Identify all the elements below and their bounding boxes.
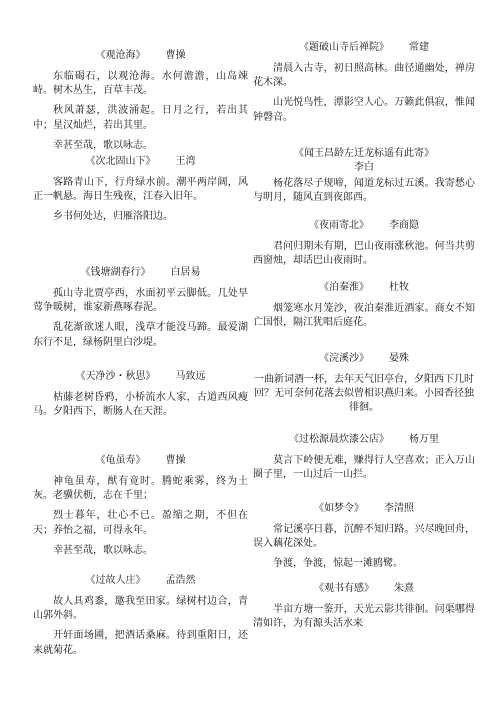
poem-ru-meng-ling xyxy=(253,502,475,578)
poem-body xyxy=(33,70,248,153)
poem-paragraph: 清晨入古寺，初日照高林。曲径通幽处，禅房花木深。 xyxy=(253,63,475,89)
poem-title: 《龟虽寿》 xyxy=(95,455,146,466)
poem-paragraph: 君问归期未有期，巴山夜雨涨秋池。何当共剪西窗烛，却话巴山夜雨时。 xyxy=(253,241,475,267)
poem-paragraph: 争渡，争渡，惊起一滩鸥鹭。 xyxy=(273,558,403,570)
poem-author: 马致远 xyxy=(175,371,206,382)
poem-wen-wang-chang-ling xyxy=(253,147,475,211)
poem-paragraph: 幸甚至哉，歌以咏志。 xyxy=(53,139,153,151)
poem-paragraph: 客路青山下，行舟绿水前。潮平两岸阔，风正一帆悬。海日生残夜，江春入旧年。 xyxy=(33,177,248,203)
poem-title-line xyxy=(33,155,248,169)
poem-paragraph: 东临碣石，以观沧海。水何澹澹，山岛竦峙。树木丛生，百草丰茂。 xyxy=(33,71,248,97)
poem-guan-shu-you-gan xyxy=(253,582,475,637)
poem-author: 李商隐 xyxy=(389,220,419,231)
poem-title-line xyxy=(253,41,475,55)
poem-body xyxy=(33,475,248,558)
poem-paragraph: 一曲新词酒一杯，去年天气旧亭台，夕阳西下几时回？无可奈何花落去似曾相识燕归来。小园香径独徘徊。 xyxy=(254,374,474,414)
poem-body xyxy=(253,454,475,482)
poem-body xyxy=(253,302,475,330)
poem-paragraph: 烈士暮年，壮心不已。盈缩之期，不但在天；养怡之福，可得永年。 xyxy=(33,510,248,536)
poem-guo-gu-ren-zhuang xyxy=(33,574,248,664)
poem-title: 《浣溪沙》 xyxy=(319,353,369,364)
poem-body xyxy=(253,603,475,631)
poem-title: 《观沧海》 xyxy=(95,50,146,61)
poem-body xyxy=(33,287,248,350)
poem-paragraph: 枯藤老树昏鸦，小桥流水人家，古道西风瘦马。夕阳西下，断肠人在天涯。 xyxy=(33,392,248,418)
poem-title: 《题破山寺后禅院》 xyxy=(299,42,389,53)
poem-author-line xyxy=(253,161,475,175)
poem-author: 常建 xyxy=(409,42,429,53)
poem-author: 李白 xyxy=(354,162,374,173)
poem-body xyxy=(253,62,475,125)
poem-body xyxy=(253,523,475,572)
poem-ti-po-shan-si xyxy=(253,41,475,131)
poem-paragraph: 开轩面场圃，把酒话桑麻。待到重阳日，还来就菊花。 xyxy=(33,630,248,656)
poem-title-line xyxy=(253,352,475,366)
poem-body xyxy=(33,595,248,658)
poem-body xyxy=(253,177,475,205)
poem-huan-xi-sha xyxy=(253,352,475,422)
poem-paragraph: 杨花落尽子规啼，闻道龙标过五溪。我寄愁心与明月，随风直到夜郎西。 xyxy=(253,178,475,204)
poem-title-line xyxy=(33,370,248,384)
poem-paragraph: 秋风萧瑟，洪波涌起。日月之行，若出其中；星汉灿烂，若出其里。 xyxy=(33,105,248,131)
poem-paragraph: 乱花渐欲迷人眼，浅草才能没马蹄。最爱湖东行不足，绿杨阴里白沙堤。 xyxy=(33,322,248,348)
poem-paragraph: 烟笼寒水月笼沙，夜泊秦淮近酒家。商女不知亡国恨，隔江犹唱后庭花。 xyxy=(253,303,475,329)
poem-tian-jing-sha-qiu-si xyxy=(33,370,248,425)
poem-paragraph: 幸甚至哉，歌以咏志。 xyxy=(53,544,153,556)
poem-title-line xyxy=(33,266,248,280)
poem-title: 《夜雨寄北》 xyxy=(309,220,369,231)
poem-gui-sui-shou xyxy=(33,454,248,564)
poem-guan-cang-hai xyxy=(33,49,248,159)
poem-author: 杜牧 xyxy=(389,282,409,293)
poem-title-line xyxy=(33,454,248,468)
poem-paragraph: 常记溪亭日暮，沉醉不知归路。兴尽晚回舟，误入藕花深处。 xyxy=(253,524,475,550)
poem-author: 晏殊 xyxy=(389,353,409,364)
poem-body xyxy=(33,176,248,225)
poem-author: 曹操 xyxy=(165,50,186,61)
poem-qian-tang-hu-chun-xing xyxy=(33,266,248,356)
poem-author: 孟浩然 xyxy=(165,575,196,586)
poem-title-line xyxy=(253,281,475,295)
poem-title: 《过松源晨炊漆公店》 xyxy=(289,434,389,445)
poem-paragraph: 神龟虽寿，猷有竟时。腾蛇乘雾，终为土灰。老骥伏枥，志在千里； xyxy=(33,476,248,502)
poem-ye-yu-ji-bei xyxy=(253,219,475,274)
poem-paragraph: 半亩方塘一鉴开，天光云影共徘徊。问渠哪得清如许，为有源头活水来 xyxy=(253,604,475,630)
poem-ci-bei-gu-shan-xia xyxy=(33,155,248,231)
poem-paragraph: 孤山寺北贾亭西，水面初平云脚低。几处早莺争暖树，谁家新燕啄春泥。 xyxy=(33,288,248,314)
poem-title-line xyxy=(33,49,248,63)
poem-paragraph: 乡书何处达，归雁洛阳边。 xyxy=(53,211,173,223)
poem-title-line xyxy=(33,574,248,588)
poem-title-line xyxy=(253,147,475,161)
poem-title: 《泊秦淮》 xyxy=(319,282,369,293)
poem-author: 李清照 xyxy=(384,503,414,514)
poem-title: 《过故人庄》 xyxy=(85,575,146,586)
poem-title: 《闻王昌龄左迁龙标遥有此寄》 xyxy=(294,148,434,159)
poem-title-line xyxy=(253,219,475,233)
poem-author: 朱熹 xyxy=(394,583,414,594)
poem-guo-song-yuan xyxy=(253,433,475,488)
poem-author: 白居易 xyxy=(170,267,201,278)
poem-title: 《天净沙・秋思》 xyxy=(75,371,156,382)
poem-body xyxy=(253,373,475,416)
poem-title-line xyxy=(253,433,475,447)
poem-title-line xyxy=(253,582,475,596)
poem-paragraph: 山光悦鸟性，潭影空人心。万籁此俱寂，惟闻钟磬音。 xyxy=(253,97,475,123)
poem-author: 杨万里 xyxy=(409,434,439,445)
poem-body xyxy=(253,240,475,268)
poem-body xyxy=(33,391,248,419)
poem-title: 《钱塘湖春行》 xyxy=(80,267,151,278)
poem-author: 曹操 xyxy=(165,455,186,466)
poem-title: 《观书有感》 xyxy=(314,583,374,594)
poem-title: 《次北固山下》 xyxy=(85,156,156,167)
poem-paragraph: 故人具鸡黍，邀我至田家。绿树村边合，青山郭外斜。 xyxy=(33,596,248,622)
poem-paragraph: 莫言下岭便无难，赚得行人空喜欢；正入万山圈子里，一山过后一山拦。 xyxy=(253,455,475,481)
poem-bo-qin-huai xyxy=(253,281,475,336)
poem-title-line xyxy=(253,502,475,516)
poem-author: 王湾 xyxy=(175,156,196,167)
poem-title: 《如梦令》 xyxy=(314,503,364,514)
